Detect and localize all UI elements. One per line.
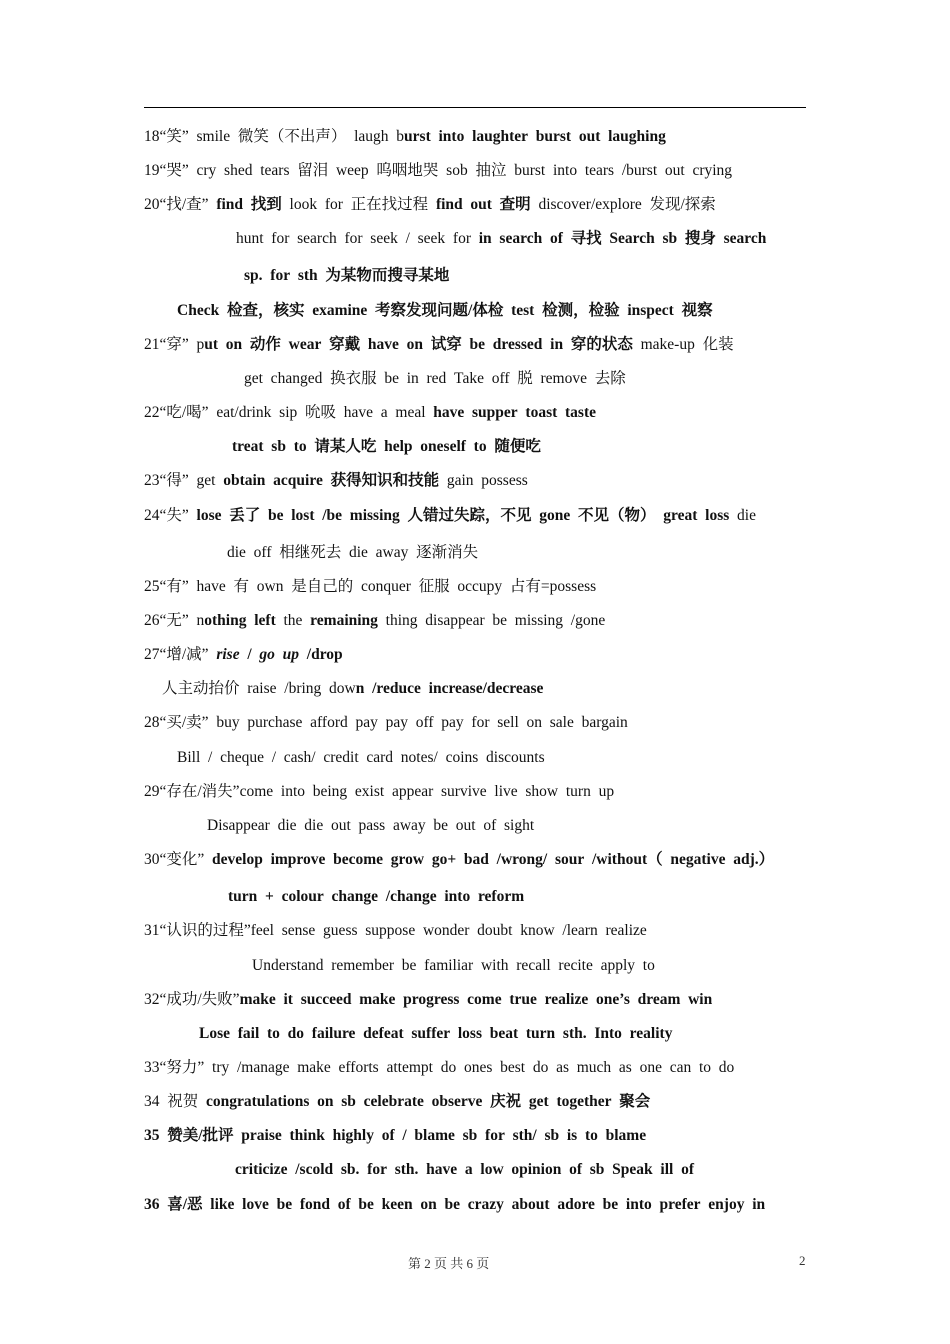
line-27: 27“增/减” rise / go up /drop — [144, 646, 343, 663]
line-33: 33“努力” try /manage make efforts attempt do ones best do as much as one can to do — [144, 1059, 735, 1076]
line-30: 30“变化” develop improve become grow go+ bad /wrong/ sour /without（ negative adj.） — [144, 851, 775, 868]
line-31: 31“认识的过程”feel sense guess suppose wonder doubt know /learn realize — [144, 922, 647, 939]
line-28b: Bill / cheque / cash/ credit card notes/ coins discounts — [177, 749, 545, 766]
line-21b: get changed 换衣服 be in red Take off 脱 remove 去除 — [244, 370, 626, 387]
line-31b: Understand remember be familiar with recall recite apply to — [252, 957, 655, 974]
line-30b: turn + colour change /change into reform — [228, 888, 525, 905]
line-27b: 人主动抬价 raise /bring down /reduce increase/decrease — [162, 680, 544, 697]
line-24: 24“失” lose 丢了 be lost /be missing 人错过失踪，不见 gone 不见（物） great loss die — [144, 507, 756, 524]
line-25: 25“有” have 有 own 是自己的 conquer 征服 occupy 占有=possess — [144, 578, 597, 595]
line-24b: die off 相继死去 die away 逐渐消失 — [227, 544, 479, 561]
line-19: 19“哭” cry shed tears 留泪 weep 呜咽地哭 sob 抽泣 burst into tears /burst out crying — [144, 162, 733, 179]
header-rule — [144, 107, 806, 108]
line-29b: Disappear die die out pass away be out of sight — [207, 817, 535, 834]
line-35: 35 赞美/批评 praise think highly of / blame sb for sth/ sb is to blame — [144, 1127, 647, 1144]
line-20d: Check 检查，核实 examine 考察发现问题/体检 test 检测，检验 inspect 视察 — [177, 302, 713, 319]
line-32: 32“成功/失败”make it succeed make progress come true realize one’s dream win — [144, 991, 713, 1008]
page-number: 2 — [799, 1253, 806, 1268]
line-22: 22“吃/喝” eat/drink sip 吮吸 have a meal have supper toast taste — [144, 404, 597, 421]
line-23: 23“得” get obtain acquire 获得知识和技能 gain possess — [144, 472, 528, 489]
line-21: 21“穿” put on 动作 wear 穿戴 have on 试穿 be dressed in 穿的状态 make-up 化装 — [144, 336, 734, 353]
line-26: 26“无” nothing left the remaining thing disappear be missing /gone — [144, 612, 606, 629]
line-20c: sp. for sth 为某物而搜寻某地 — [244, 267, 450, 284]
line-36: 36 喜/恶 like love be fond of be keen on be crazy about adore be into prefer enjoy in — [144, 1196, 766, 1213]
line-34: 34 祝贺 congratulations on sb celebrate observe 庆祝 get together 聚会 — [144, 1093, 651, 1110]
line-20: 20“找/查” find 找到 look for 正在找过程 find out 查明 discover/explore 发现/探索 — [144, 196, 716, 213]
line-28: 28“买/卖” buy purchase afford pay pay off pay for sell on sale bargain — [144, 714, 628, 731]
line-18: 18“笑” smile 微笑（不出声） laugh burst into laughter burst out laughing — [144, 128, 666, 145]
line-32b: Lose fail to do failure defeat suffer loss beat turn sth. Into reality — [199, 1025, 673, 1042]
line-35b: criticize /scold sb. for sth. have a low opinion of sb Speak ill of — [235, 1161, 694, 1178]
page-label: 第 2 页 共 6 页 — [408, 1256, 490, 1271]
line-20b: hunt for search for seek / seek for in search of 寻找 Search sb 搜身 search — [236, 230, 767, 247]
line-29: 29“存在/消失”come into being exist appear survive live show turn up — [144, 783, 615, 800]
line-22b: treat sb to 请某人吃 help oneself to 随便吃 — [232, 438, 541, 455]
